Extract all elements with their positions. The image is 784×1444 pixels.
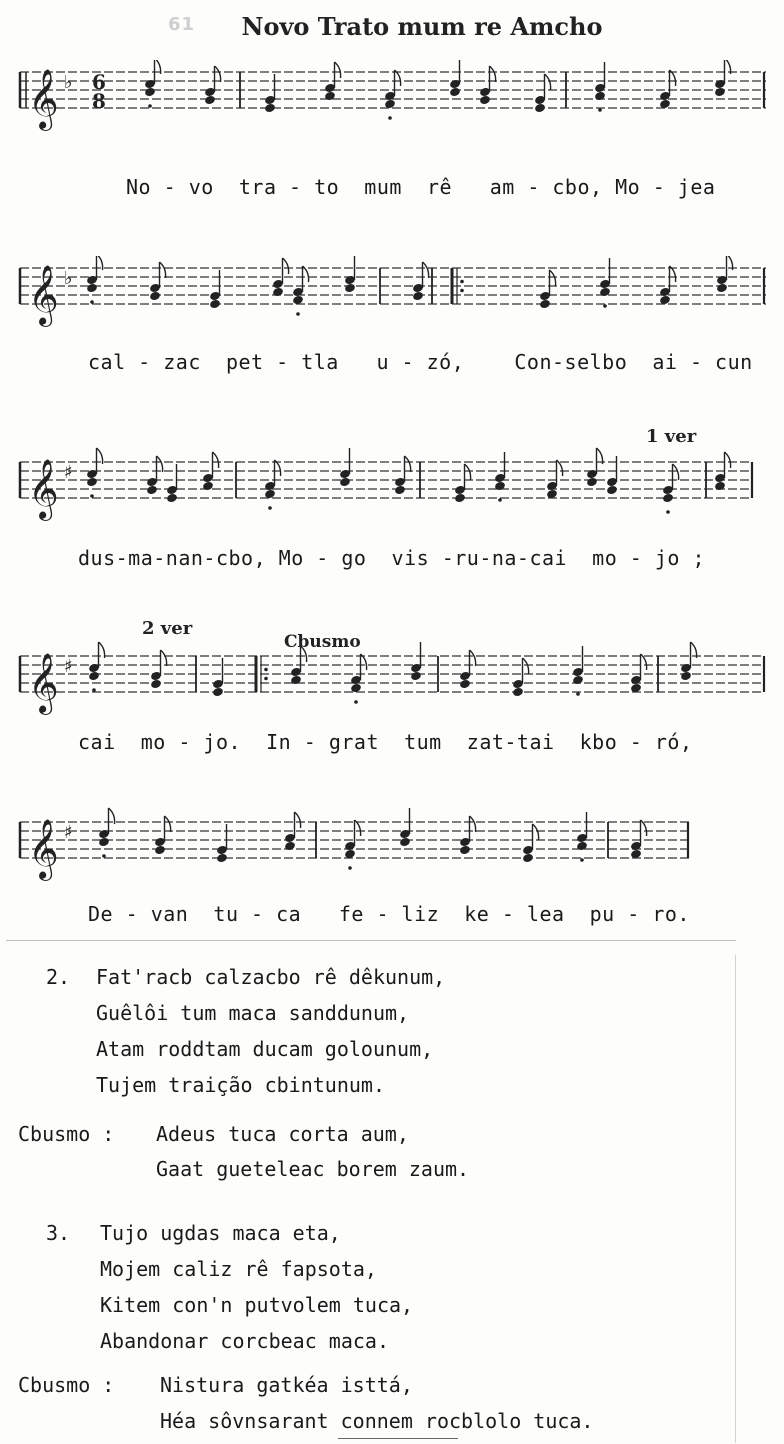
verse-line: Tujo ugdas maca eta, [100, 1221, 341, 1245]
verse-line: Guêlôi tum maca sanddunum, [96, 1001, 410, 1025]
chorus-line: Héa sôvnsarant connem rocblolo tuca. [160, 1409, 594, 1433]
verse-line: Tujem traição cbintunum. [96, 1073, 385, 1097]
svg-text:𝄞: 𝄞 [28, 459, 59, 519]
chorus-line: Adeus tuca corta aum, [156, 1122, 409, 1146]
chorus-label-music: Cbusmo [284, 632, 361, 652]
music-system-1 [0, 60, 784, 210]
svg-text:8: 8 [92, 89, 106, 113]
verse-line: Atam roddtam ducam golounum, [96, 1037, 434, 1061]
chorus-label: Cbusmo : [18, 1122, 115, 1146]
volta-1-label: 1 ver [646, 426, 697, 447]
section-divider [6, 940, 736, 941]
staff-4 [0, 614, 784, 724]
svg-text:♯: ♯ [64, 656, 73, 677]
verse-line: Mojem caliz rê fapsota, [100, 1257, 377, 1281]
verse-line: Abandonar corcbeac maca. [100, 1329, 389, 1353]
svg-text:𝄞: 𝄞 [28, 69, 59, 129]
svg-text:♯: ♯ [64, 822, 73, 843]
music-system-4 [0, 614, 784, 764]
staff-3 [0, 420, 784, 540]
svg-text:♭: ♭ [64, 72, 73, 93]
volta-2-label: 2 ver [142, 618, 193, 639]
chorus-line: Gaat gueteleac borem zaum. [156, 1157, 470, 1181]
song-title: Novo Trato mum re Amcho [241, 12, 603, 41]
verse-number: 3. [46, 1221, 71, 1245]
page-number: 61 [168, 14, 196, 35]
verse-line: Fat'racb calzacbo rê dêkunum, [96, 965, 446, 989]
chorus-line: Nistura gatkéa isttá, [160, 1373, 413, 1397]
svg-text:6: 6 [92, 70, 106, 94]
svg-text:𝄞: 𝄞 [28, 819, 59, 879]
staff-5 [0, 800, 784, 900]
music-system-2 [0, 256, 784, 396]
lyrics-line-3: dus-ma-nan-cbo, Mo - go vis -ru-na-cai mo - jo ; [78, 546, 706, 570]
staff-2 [0, 256, 784, 346]
lyrics-line-2: cal - zac pet - tla u - zó, Con-selbo ai - cun [88, 350, 753, 374]
verses-section [0, 955, 784, 1444]
music-system-3 [0, 420, 784, 580]
svg-text:𝄞: 𝄞 [28, 265, 59, 325]
staff-1 [0, 60, 784, 170]
lyrics-line-1: No - vo tra - to mum rê am - cbo, Mo - jea [126, 175, 716, 199]
svg-text:♭: ♭ [64, 268, 73, 289]
chorus-label: Cbusmo : [18, 1373, 115, 1397]
verse-line: Kitem con'n putvolem tuca, [100, 1293, 414, 1317]
lyrics-line-5: De - van tu - ca fe - liz ke - lea pu - ro. [88, 902, 690, 926]
music-system-5 [0, 800, 784, 930]
svg-text:♯: ♯ [64, 462, 73, 483]
verse-number: 2. [46, 965, 71, 989]
underline-stroke [338, 1438, 458, 1439]
lyrics-line-4: cai mo - jo. In - grat tum zat-tai kbo - ró, [78, 730, 693, 754]
svg-text:𝄞: 𝄞 [28, 653, 59, 713]
